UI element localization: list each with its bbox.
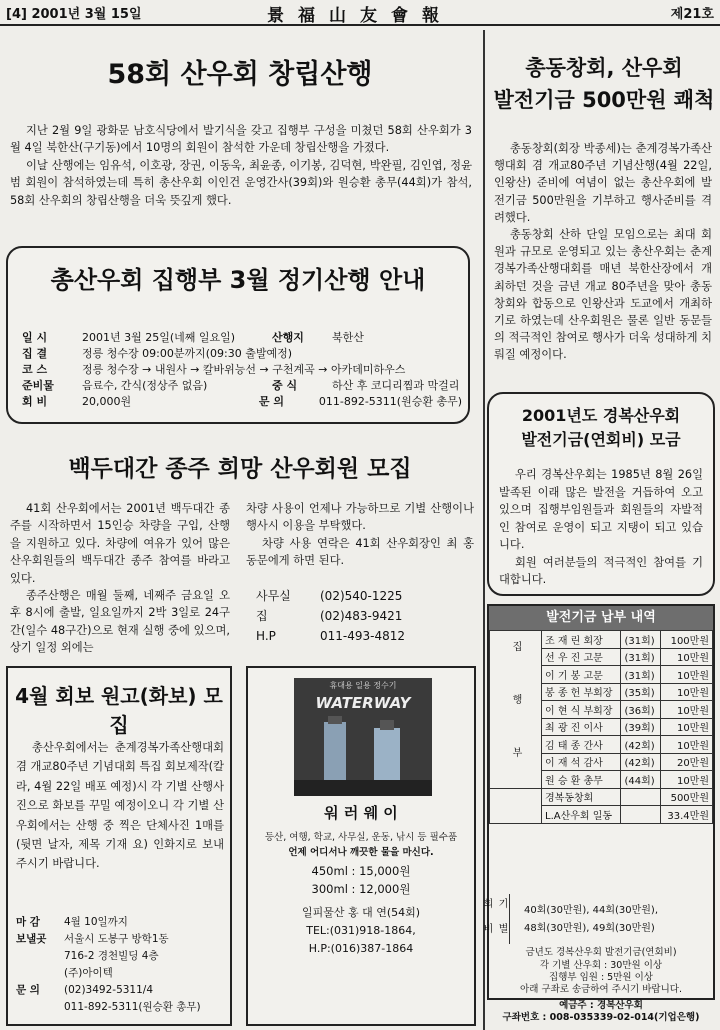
product-name: 워 러 웨 이 bbox=[324, 804, 398, 822]
donor-name: 경복동창회 bbox=[542, 788, 621, 806]
donation-amount: 10만원 bbox=[661, 648, 713, 666]
fund-notes: 금년도 경복산우회 발전기금(연회비) 각 기별 산우회 : 30만원 이상 bbox=[525, 947, 677, 971]
giby-label: 기 별 회 비 bbox=[489, 894, 510, 944]
donation-amount: 500만원 bbox=[661, 788, 713, 806]
notice-row: 코 스 정릉 청수장 → 내원사 → 칼바위능선 → 구천계곡 → 아카데미하우스 bbox=[22, 363, 406, 376]
art1-body bbox=[10, 122, 472, 209]
issue-number: 제21호 bbox=[670, 7, 714, 22]
donor-class: (36회) bbox=[621, 701, 661, 719]
product-photo: 휴대용 일용 정수기 WATERWAY bbox=[294, 678, 432, 796]
donor-name: 이 기 봉 고문 bbox=[542, 666, 621, 684]
donor-class bbox=[621, 788, 661, 806]
ad-text: 등산, 여행, 학교, 사무실, 운동, 낚시 등 필수품 언제 어디서나 깨끗한 물을 마신다. 450ml : 15,000원 300ml : 12,000원 일피물산 홍 대 연(54회) TEL:(031)918-1864, H.P:(016)387-1864 bbox=[264, 832, 458, 955]
art3-body: 총산우회에서는 춘계경복가족산행대회 겸 개교80주년 기념대회 특집 회보제작(칼라, 4월 22일 배포 예정)시 각 기별 산행사진으로 화보를 꾸밀 예정이오니 각 기별 산우회에서는 산행 중 찍은 단체사진 1매를(뒷면 날자, 제목 기재 요) 인화지로 보내주시기 바랍니다. bbox=[16, 741, 224, 871]
donor-name: 선 우 진 고문 bbox=[542, 648, 621, 666]
fund-row bbox=[490, 788, 713, 806]
donation-amount: 33.4만원 bbox=[661, 806, 713, 824]
donor-class: (31회) bbox=[621, 666, 661, 684]
notice-row: 준비물 음료수, 간식(정상주 없음) 중 식 하산 후 코디리찜과 막걸리 bbox=[22, 379, 460, 392]
donation-amount: 10만원 bbox=[661, 736, 713, 754]
donation-amount: 10만원 bbox=[661, 683, 713, 701]
depositor: 예금주 : 경복산우회 bbox=[559, 1000, 643, 1011]
donor-name: 김 태 종 간사 bbox=[542, 736, 621, 754]
donor-class bbox=[621, 806, 661, 824]
donor-name: 이 현 식 부회장 bbox=[542, 701, 621, 719]
donor-class: (39회) bbox=[621, 718, 661, 736]
fund-notes-extra: 집행부 임원 : 5만원 이상 아래 구좌로 송금하여 주시기 바랍니다. bbox=[520, 972, 682, 995]
donor-name: 최 광 진 이사 bbox=[542, 718, 621, 736]
fund-title: 발전기금 납부 내역 bbox=[489, 606, 713, 630]
notice-row: 일 시 2001년 3월 25일(네째 일요일) 산행지 북한산 bbox=[22, 331, 364, 344]
donor-class: (42회) bbox=[621, 753, 661, 771]
donor-class: (35회) bbox=[621, 683, 661, 701]
fund-row bbox=[490, 631, 713, 649]
contact-row: 사무실 (02)540-1225 bbox=[256, 589, 403, 603]
issue-date: [4] 2001년 3월 15일 bbox=[6, 7, 142, 22]
donation-amount: 100만원 bbox=[661, 631, 713, 649]
art2-title: 백두대간 종주 희망 산우회원 모집 bbox=[68, 456, 412, 482]
contact-row: 집 (02)483-9421 bbox=[256, 609, 403, 623]
donation-amount: 20만원 bbox=[661, 753, 713, 771]
art2-body-right: 차량 사용이 언제나 가능하므로 기별 산행이나 행사시 이용을 부탁했다. 차량 사용 연락은 41회 산우회장인 최 홍 동문에게 하면 된다. bbox=[246, 502, 474, 568]
notice-title: 총산우회 집행부 3월 정기산행 안내 bbox=[50, 266, 426, 294]
fund-table bbox=[489, 630, 713, 824]
art5-box bbox=[487, 392, 715, 596]
donor-name: 이 재 석 감사 bbox=[542, 753, 621, 771]
notice-row: 집 결 정릉 청수장 09:00분까지(09:30 출발예정) bbox=[22, 347, 292, 360]
donor-name: 원 승 환 총무 bbox=[542, 771, 621, 789]
art5-title: 2001년도 경복산우회 발전기금(연회비) 모금 bbox=[521, 406, 681, 449]
art2-contacts bbox=[256, 586, 476, 646]
art3-box bbox=[6, 666, 232, 1026]
notice-box bbox=[6, 246, 470, 424]
notice-details bbox=[22, 330, 462, 410]
group-spacer bbox=[490, 788, 542, 823]
art4-title: 총동창회, 산우회 발전기금 500만원 쾌척 bbox=[493, 56, 715, 112]
donor-name: 봉 종 헌 부회장 bbox=[542, 683, 621, 701]
group-label: 집 행 부 bbox=[490, 631, 542, 789]
donor-class: (42회) bbox=[621, 736, 661, 754]
masthead: 景福山友會報 bbox=[267, 6, 453, 26]
giby-values: 40회(30만원), 44회(30만원), 48회(30만원), 49회(30만원) bbox=[524, 905, 658, 934]
donor-name: 조 재 린 회장 bbox=[542, 631, 621, 649]
donor-class: (44회) bbox=[621, 771, 661, 789]
notice-row: 회 비 20,000원 문 의 011-892-5311(원승환 총무) bbox=[22, 395, 462, 408]
fund-box bbox=[481, 604, 715, 1000]
giby-section bbox=[481, 894, 713, 944]
art3-details: 마 감 4월 10일까지 보낼곳 서울시 도봉구 방학1동 716-2 경천빌딩 4층 (주)아이텍 문 의 (02)3492-5311/4 011-892-5311(원승환 총무) bbox=[16, 916, 201, 1013]
art2-body-left: 41회 산우회에서는 2001년 백두대간 종주를 시작하면서 15인승 차량을 구입, 산행을 지원하고 있다. 차량에 여유가 있어 많은 산우회원들의 백두대간 종주 참여를 바라고 있다. 종주산행은 매월 둘째, 네째주 금요일 오후 8시에 출발, 일요일까지 2박 3일로 24구간(일수 48구간)으로 현재 실행 중에 있으며, 상기 일정 외에는 bbox=[10, 502, 230, 655]
art1-para: 이날 산행에는 임유석, 이호광, 장권, 이동욱, 최윤종, 이기봉, 김덕현, 박완필, 김인엽, 정윤범 회원이 참석하였는데 특히 총산우회 이인건 운영간사(39회)와 원승환 총무(44회)가 참석, 58회 산우회의 창립산행을 더욱 뜻깊게 했다. bbox=[10, 158, 472, 207]
donor-name: L.A산우회 일동 bbox=[542, 806, 621, 824]
contact-row: H.P 011-493-4812 bbox=[256, 629, 406, 643]
art5-body: 우리 경복산우회는 1985년 8월 26일 발족된 이래 많은 발전을 거듭하여 오고 있으며 집행부임원들과 회원들의 자발적인 참여로 운영이 되고 지탱이 되고 있습니다. 회원 여러분들의 적극적인 참여를 기대합니다. bbox=[499, 468, 703, 586]
column-divider bbox=[483, 30, 485, 1030]
account-number: 구좌번호 : 008-035339-02-014(기업은행) bbox=[502, 1012, 700, 1023]
art1-title: 58회 산우회 창립산행 bbox=[107, 59, 373, 90]
donation-amount: 10만원 bbox=[661, 666, 713, 684]
donation-amount: 10만원 bbox=[661, 701, 713, 719]
donation-amount: 10만원 bbox=[661, 771, 713, 789]
donor-class: (31회) bbox=[621, 631, 661, 649]
bottle-illustration bbox=[294, 716, 432, 796]
account-info bbox=[487, 1000, 715, 1028]
donation-amount: 10만원 bbox=[661, 718, 713, 736]
page-header bbox=[0, 0, 720, 26]
art4-body: 총동창회(회장 박종세)는 춘계경복가족산행대회 겸 개교80주년 기념산행(4월 22일, 인왕산) 준비에 여념이 없는 총산우회에 발전기금 500만원을 기부하고 행사준비를 격려했다. 총동창회 산하 단일 모임으로는 최대 회원과 규모로 운영되고 있는 총산우회는 춘계경복가족산행대회를 매년 북한산장에서 개최하던 것을 금년 개교 80주년을 맞아 총동창회와 합동으로 인왕산과 도교에서 개최하기로 하였는데 산우회원은 물론 일반 동문들의 적극적인 참여로 행사가 더욱 성대하게 치뤄질 예정이다. bbox=[494, 142, 712, 362]
art3-title: 4월 회보 원고(화보) 모집 bbox=[15, 684, 223, 737]
donor-class: (31회) bbox=[621, 648, 661, 666]
art1-para: 지난 2월 9일 광화문 남호식당에서 발기식을 갖고 집행부 구성을 미쳤던 58회 산우회가 3월 4일 북한산(구기동)에서 10명의 회원이 참석한 가운데 창립산행을 가졌다. bbox=[10, 124, 472, 155]
brand-logo: WATERWAY bbox=[315, 694, 411, 712]
waterway-ad bbox=[246, 666, 476, 1026]
